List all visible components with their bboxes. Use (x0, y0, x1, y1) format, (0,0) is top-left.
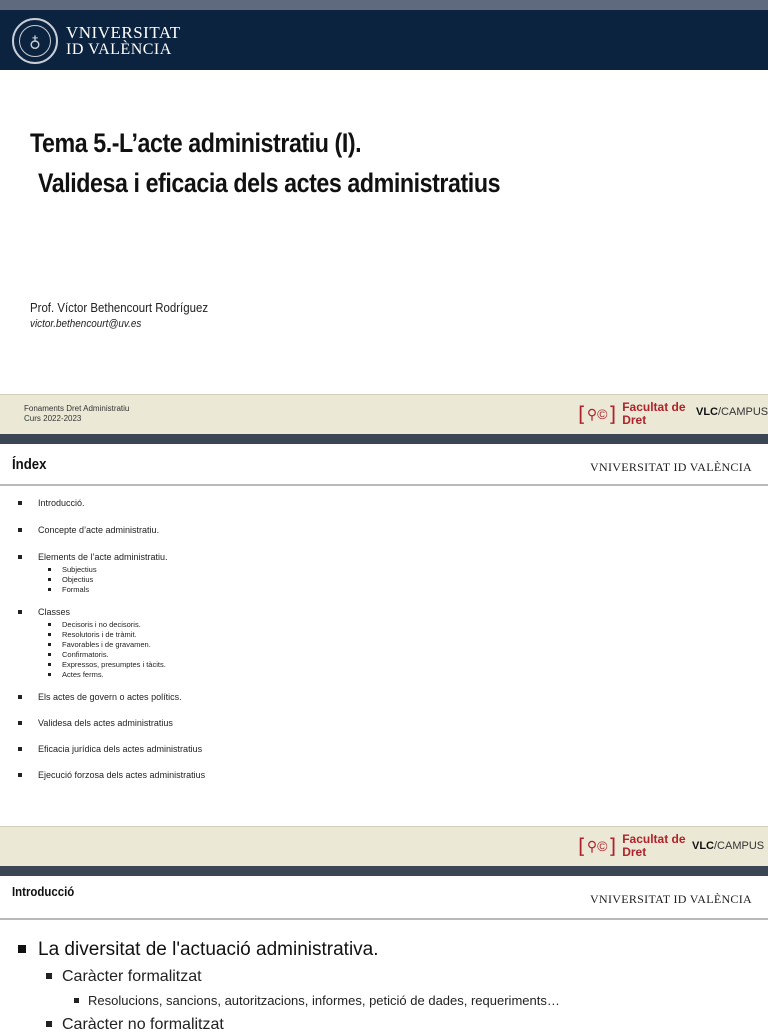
faculty-emblem-icon: ⚲© (586, 405, 608, 422)
index-subitem: Objectius (38, 575, 205, 585)
vlc-bold: VLC (696, 406, 718, 418)
faculty-name-line2: Dret (622, 845, 647, 859)
index-list (18, 498, 205, 781)
university-name-line1: VNIVERSITAT (66, 23, 181, 42)
course-name: Fonaments Dret Administratiu (24, 404, 130, 413)
index-subitem: Favorables i de gravamen. (38, 640, 205, 650)
author-email: victor.bethencourt@uv.es (30, 318, 142, 330)
intro-bullet-level3: Resolucions, sancions, autoritzacions, informes, petició de dades, requeriments… (16, 992, 560, 1010)
index-subitem: Subjectius (38, 565, 205, 575)
vlc-campus-logo (696, 406, 768, 418)
top-stripe (0, 0, 768, 10)
course-info (24, 404, 129, 424)
author-name: Prof. Víctor Bethencourt Rodríguez (30, 300, 209, 315)
index-subitem: Expressos, presumptes i tàcits. (38, 660, 205, 670)
faculty-name-line1: Facultat de (622, 400, 686, 414)
index-item: Els actes de govern o actes polítics. (18, 692, 205, 703)
index-subitem: Confirmatoris. (38, 650, 205, 660)
university-name-line2: ID VALÈNCIA (66, 41, 172, 58)
vlc-rest: /CAMPUS (718, 406, 768, 418)
university-wordmark: VNIVERSITAT ID VALÈNCIA (590, 892, 752, 906)
index-title: Índex (12, 456, 47, 473)
faculty-name-line2: Dret (622, 413, 647, 427)
intro-bullet-level1: La diversitat de l'actuació administrativa. (16, 938, 560, 962)
index-subitem: Formals (38, 585, 205, 595)
faculty-logo (578, 401, 686, 427)
header-rule (0, 484, 768, 486)
intro-content (16, 938, 560, 1036)
header-rule (0, 918, 768, 920)
vlc-bold: VLC (692, 840, 714, 852)
intro-bullet-level2: Caràcter formalitzat (16, 966, 560, 988)
course-year: Curs 2022-2023 (24, 414, 82, 423)
index-item: Validesa dels actes administratius (18, 718, 205, 729)
university-logo-text (66, 24, 181, 58)
index-item: Elements de l’acte administratiu. Subjectius Objectius Formals (18, 552, 205, 595)
university-seal-icon: ♁ (12, 18, 58, 64)
index-item: Classes Decisoris i no decisoris. Resolutoris i de tràmit. Favorables i de gravamen. Confirmatoris. Expressos, presumptes i tàcits. Actes ferms. (18, 607, 205, 680)
slide-title-line1: Tema 5.-L’acte administratiu (I). (30, 128, 362, 158)
faculty-logo-icon: [ (578, 402, 586, 426)
slide-separator (0, 866, 768, 876)
vlc-campus-logo (692, 840, 764, 852)
index-subitem: Decisoris i no decisoris. (38, 620, 205, 630)
index-subitem: Actes ferms. (38, 670, 205, 680)
faculty-logo-icon-right: ] (608, 834, 617, 858)
vlc-rest: /CAMPUS (714, 840, 765, 852)
slide-title-line2: Validesa i eficacia dels actes administratius (38, 168, 501, 198)
university-wordmark: VNIVERSITAT ID VALÈNCIA (590, 460, 752, 474)
faculty-emblem-icon: ⚲© (586, 837, 608, 854)
faculty-logo-icon: [ (578, 834, 586, 858)
index-item: Concepte d’acte administratiu. (18, 525, 205, 536)
index-item: Introducció. (18, 498, 205, 509)
index-item: Eficacia jurídica dels actes administratius (18, 744, 205, 755)
faculty-logo-icon-right: ] (608, 402, 617, 426)
intro-bullet-level2: Caràcter no formalitzat (16, 1014, 560, 1036)
faculty-logo (578, 833, 686, 859)
intro-title: Introducció (12, 884, 75, 899)
index-item: Ejecució forzosa dels actes administratius (18, 770, 205, 781)
slide-separator (0, 434, 768, 444)
index-subitem: Resolutoris i de tràmit. (38, 630, 205, 640)
faculty-name-line1: Facultat de (622, 832, 686, 846)
